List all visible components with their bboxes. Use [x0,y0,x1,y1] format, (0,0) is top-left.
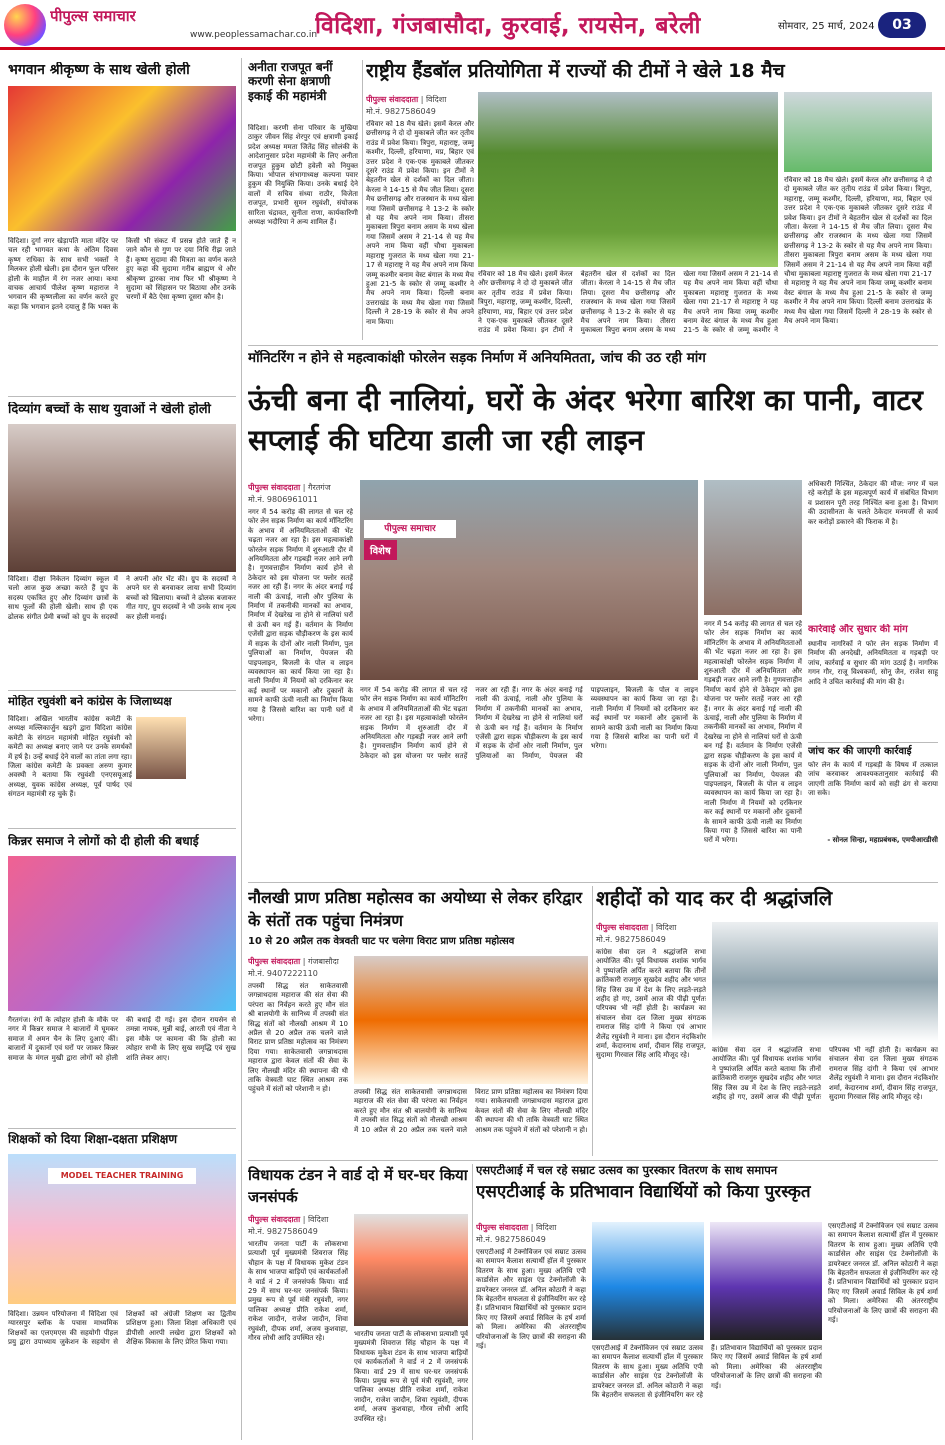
handball-match-photo [784,92,932,172]
inquiry-box [808,742,938,878]
headline: भगवान श्रीकृष्ण के साथ खेली होली [8,62,190,78]
story-body: विदिशा। उन्नयन परियोजना में विदिशा एवं ग्यारसपुर ब्लॉक के पचास माध्यमिक शिक्षकों का एलएमएस की सहयोगी पीहल प्रयु द्वारा उपाध्याय जुकेशन के सहयोग से शिक्षकों को अंग्रेजी शिक्षण का द्वितीय प्रशिक्षण हुआ। जिला शिक्षा अधिकारी एवं डीपीसी आरपी लखेरा द्वारा शिक्षकों को शैक्षिक विकास के लिए प्रेरित किया गया। [8,1310,236,1347]
headline: नौलखी प्राण प्रतिष्ठा महोत्सव का अयोध्या से लेकर हरिद्वार के संतों तक पहुंचा निमंत्रण [248,888,583,930]
story-body-continued: तपस्वी सिद्ध संत साकेतवासी जगन्नाथदास महाराज की संत सेवा की परंपरा का निर्वहन करते हुए मौन संत श्री बालयोगी के सानिध्य में तपस्वी संत सिद्ध संतों को नौलखी आश्रम में 10 अप्रैल से 20 अप्रैल तक चलने वाले विराट प्राण प्रतिष्ठा महोत्सव का निमंत्रण दिया गया। साकेतवासी जगन्नाथदास महाराज द्वारा केवल संतों की सेवा के लिए नौलखी मंदिर की स्थापना की थी ताकि वेत्रवती घाट स्थित आश्रम तक पहुंचने में संतों को परेशानी न हो। [354,1088,588,1134]
headline: मोहित रघुवंशी बने कांग्रेस के जिलाध्यक्ष [8,695,172,708]
divider [8,690,236,691]
kicker: एसएटीआई में चल रहे सम्राट उत्सव का पुरस्कार वितरण के साथ समापन [476,1164,778,1177]
story-holi-krishna [8,62,236,392]
column-divider [592,886,593,1156]
story-shikshak [8,1132,236,1440]
story-body: विदिशा। अखिल भारतीय कांग्रेस कमेटी के अध्यक्ष मल्लिकार्जुन खड़गे द्वारा विदिशा कांग्रेस कमेटी के संगठन महामंत्री मोहित रघुवंशी को कमेटी का अध्यक्ष बनाए जाने पर उनके समर्थकों में हर्ष है। उन्हें बधाई देने वालों का तांता लगा रहा। जिला कांग्रेस कमेटी के प्रवक्ता अरुण कुमार अवस्थी ने बताया कि रघुवंशी एनएसयूआई अध्यक्ष, युवक कांग्रेस अध्यक्ष, पूर्व पार्षद एवं संगठन महामंत्री रह चुके हैं। [8,715,132,799]
story-handball [366,60,938,345]
byline: पीपुल्स संवाददाता | विदिशा [476,1223,557,1232]
nali-kicker: मॉनिटरिंग न होने से महत्वाकांक्षी फोरलेन सड़क निर्माण में अनियमितता, जांच की उठ रही मांग [248,350,706,366]
divider [248,1160,938,1161]
story-body: गैरतगंज। रंगों के त्योहार होली के मौके पर नगर में किन्नर समाज ने बाजारों में घूमकर समाज में अमन चैन के लिए दुआएं कीं। बाजारों में दुकानों एवं घरों पर जाकर किन्नर समाज के मंगल मुखी द्वारा लोगों को होली की बधाई दी गई। इस दौरान रायसेन से तमन्ना नायक, मुन्नी बाई, आरती एवं नीता ने इस मौके पर कामना की कि होली का त्योहार सभी के लिए सुख समृद्धि एवं सुख शांति लेकर आए। [8,1016,236,1062]
holi-logo-icon [4,4,46,46]
byline: पीपुल्स संवाददाता | विदिशा [248,1215,329,1224]
story-body: तपस्वी सिद्ध संत साकेतवासी जगन्नाथदास महाराज की संत सेवा की परंपरा का निर्वहन करते हुए मौन संत श्री बालयोगी के सानिध्य में तपस्वी संत सिद्ध संतों को नौलखी आश्रम में 10 अप्रैल से 20 अप्रैल तक चलने वाले विराट प्राण प्रतिष्ठा महोत्सव का निमंत्रण दिया गया। साकेतवासी जगन्नाथदास महाराज द्वारा केवल संतों की सेवा के लिए नौलखी मंदिर की स्थापना की थी ताकि वेत्रवती घाट स्थित आश्रम तक पहुंचने में संतों को परेशानी न हो। [248,982,348,1094]
story-divyang [8,402,236,587]
byline: पीपुल्स संवाददाता | गंजबासौदा [248,957,339,966]
mobile-number: मो.नं. 9827586049 [596,935,666,944]
issue-date: सोमवार, 25 मार्च, 2024 [778,21,875,32]
headline: ऊंची बना दी नालियां, घरों के अंदर भरेगा बारिश का पानी, वाटर सप्लाई की घटिया डाली जा रही लाइन [248,383,923,457]
column-divider [241,58,242,1440]
story-kinnar [8,834,236,1124]
nali-side-column [704,480,938,880]
divyang-photo [8,424,236,572]
brand-name: पीपुल्स समाचार [50,7,136,25]
story-sati [476,1164,938,1440]
story-body-continued: कांग्रेस सेवा दल ने श्रद्धांजलि सभा आयोजित की। पूर्व विधायक शशांक भार्गव ने पुष्पांजलि अर्पित करते बताया कि तीनों क्रांतिकारी राजगुरु सुखदेव शहीद और भगत सिंह जिस उम्र में देश के लिए लड़ते-लड़ते शहीद हो गए, उसमें आज की पीढ़ी पूर्णतः परिपक्व भी नहीं होती है। कार्यक्रम का संचालन सेवा दल जिला मुख्य संगठक रामराज सिंह दांगी ने किया एवं आभार शैलेंद्र रघुवंशी ने माना। इस दौरान नंदकिशोर शर्मा, केदारनाथ शर्मा, दीवान सिंह राजपूत, सुदामा गिरवाल सिंह आदि मौजूद रहे। [712,1046,938,1102]
headline: अनीता राजपूत बनीं करणी सेना क्षत्राणी इकाई की महामंत्री [248,60,333,103]
side-heading: कार्रवाई और सुधार की मांग [808,624,908,635]
kinnar-photo [8,856,236,1011]
divider [248,345,938,346]
tandon-photo [354,1214,468,1326]
headline: दिव्यांग बच्चों के साथ युवाओं ने खेली होली [8,402,211,417]
story-body-continued: रविवार को 18 मैच खेले। इसमें केरल और छत्तीसगढ़ ने दो दो मुकाबले जीत कर तृतीय राउंड में प्रवेश किया। त्रिपुरा, महाराष्ट्र, जम्मू कश्मीर, दिल्ली, हरियाणा, मप्र, बिहार एवं उत्तर प्रदेश ने एक-एक मुकाबले जीतकर दूसरे राउंड में प्रवेश किया। इन टीमों ने बेहतरीन खेल से दर्शकों का दिल जीता। केरला ने 14-15 से मैच जीत लिया। दूसरा मैच छत्तीसगढ़ और राजस्थान के मध्य खेला गया जिसमें छत्तीसगढ़ ने 13-2 के स्कोर से यह मैच अपने नाम किया। तीसरा मुकाबला त्रिपुरा बनाम असम के मध्य खेला गया जिसमें असम ने 21-14 से यह मैच अपने नाम किया वहीं चौथा मुकाबला महाराष्ट्र गुजरात के मध्य खेला गया 21-17 से महाराष्ट्र ने यह मैच अपने नाम किया जम्मू कश्मीर बनाम वेस्ट बंगाल के मध्य मैच हुआ 21-5 के स्कोर से जम्मू कश्मीर ने [478,270,778,335]
story-tandon [248,1164,468,1440]
story-body: नगर में 54 करोड़ की लागत से चल रहे फोर लेन सड़क निर्माण का कार्य मॉनिटरिंग के अभाव में अनियमितताओं की भेंट चढ़ता नजर आ रहा है। इस महत्वाकांक्षी फोरलेन सड़क निर्माण में शुरुआती दौर में अनियमितता और गड़बड़ी नजर आने लगी है। गुणवत्ताहीन निर्माण कार्य होने से ठेकेदार को इस योजना पर फ्लोर सतहें नजर आ रही हैं। नगर के अंदर बनाई गई नाली की ऊंचाई, नाली और पुलिया के निर्माण में तकनीकी मानकों का अभाव, निर्माण में देखरेख ना होने से नालियां घरों से ऊंची बन गई हैं। वर्तमान के निर्माण एजेंसी द्वारा सड़क चौड़ीकरण के इस कार्य में सड़क के दोनों ओर नाली निर्माण, पुल पुलियाओं का निर्माण, पेयजल की पाइपलाइन, बिजली के पोल व लाइन व्यवस्थापन का कार्य किया जा रहा है। नाली निर्माण में नियमों को दरकिनार कर कई स्थानों पर मकानों और दुकानों के सामने काफी ऊंची नाली का निर्माण किया गया है जिससे बारिश का पानी घरों में भरेगा। [248,508,353,723]
training-banner: MODEL TEACHER TRAINING [48,1168,196,1184]
nali-headline-box [248,380,938,476]
mobile-number: मो.नं. 9407222110 [248,969,318,978]
brand-tag: पीपुल्स समाचार [364,520,456,538]
story-nali [248,480,698,880]
inquiry-heading: जांच कर की जाएगी कार्रवाई [808,746,912,757]
divider [8,828,236,829]
page-number: 03 [878,12,926,38]
headline: राष्ट्रीय हैंडबॉल प्रतियोगिता में राज्यों की टीमों ने खेले 18 मैच [366,60,785,82]
headline: विधायक टंडन ने वार्ड दो में घर-घर किया जनसंपर्क [248,1166,468,1206]
story-body: विदिशा। दुर्गा नगर खेड़ापति माता मंदिर पर चल रही भागवत कथा के अंतिम दिवस कृष्ण राधिका के साथ सभी भक्तों ने मिलकर होली खेली। इस दौरान फूल परिसर होली के माहौल में रंग नजर आया। कथा वाचक आचार्य पीलेश कृष्ण महाराज ने भगवान की कृष्णलीला का वर्णन करते हुए कहा कि भगवान इतने दयालु हैं कि भक्त के किसी भी संकट में प्रसन्न होते जाते हैं न जाने कौन से गुण पर दया निधि रीझ जाते हैं। कृष्ण सुदामा की मित्रता का वर्णन करते हुए कहा की सुदामा गरीब ब्राह्मण थे और श्रीकृष्ण द्वारका नाथ फिर भी श्रीकृष्ण ने सुदामा को सिंहासन पर बिठाया और उनके चरणों में बैठे ऐसा कृष्णा दूसरा कौन है। [8,237,236,311]
headline: शहीदों को याद कर दी श्रद्धांजलि [596,886,833,910]
divider [8,1128,236,1129]
masthead [0,0,945,50]
inquiry-credit: - सोनल सिन्हा, महाप्रबंधक, एमपीआरडीसी [827,836,938,844]
byline: पीपुल्स संवाददाता | गैरतगंज [248,483,331,492]
story-mohit [8,695,236,823]
mobile-number: मो.नं. 9827586049 [366,107,436,116]
story-body: विदिशा। करणी सेना परिवार के मुखिया ठाकुर जीवन सिंह शेरपुर एवं क्षत्राणी इकाई प्रदेश अध्यक्ष ममता जितेंद्र सिंह सोलंकी के आदेशानुसार प्रदेश महामंत्री के लिए अनीता राजपूत हुकुम छोटी हवेली को नियुक्त किया। भोपाल संभागाध्यक्ष कल्पना पवार हुकुम की नियुक्ति किया। उनके बधाई देने वालों में सचिव संध्या राठौर, विजेता राजपूत, प्रभारी सुमन रघुवंशी, संयोजक सारिता चंद्रावत, सुनीता राणा, कार्यकारिणी अध्यक्ष भदौरिया ने अन्य शामिल हैं। [248,124,358,227]
region-title: विदिशा, गंजबासौदा, कुरवाई, रायसेन, बरेली [315,13,701,39]
sati-award-photo-2 [710,1222,822,1340]
headline: किन्नर समाज ने लोगों को दी होली की बधाई [8,834,199,848]
naulakhi-saints-photo [354,956,588,1084]
column-divider [472,1164,473,1440]
story-body-side: एसएटीआई में टेक्नोविजन एवं सम्राट उत्सव का समापन कैलाश सत्यार्थी हॉल में पुरस्कार वितरण के साथ हुआ। मुख्य अतिथि एपी कार्डासेल और साइंस एंड टेक्नोलॉजी के डायरेक्टर जनरल डॉ. अनिल कोठारी ने कहा कि बेहतरीन सफलता से इंजीनियरिंग कर रहे हैं। प्रतिभावान विद्यार्थियों को पुरस्कार प्रदान किए गए जिसमें अवार्ड सिविल के हर्ष शर्मा को मिला। अमेरिका की अंतरराष्ट्रीय परियोजनाओं के लिए छात्रों की सराहना की गई। [828,1222,938,1325]
byline: पीपुल्स संवाददाता | विदिशा [596,923,677,932]
divyang-body: विदिशा। दीक्षा निकेतन दिव्यांग स्कूल में चलो आज कुछ अच्छा करते हैं ग्रुप के सदस्य एकत्रित हुए और दिव्यांग छात्रों के साथ फूलों की होली खेली। साथ ही एक ढोलक संगीत प्रेमी बच्चों को ग्रुप के सदस्यों ने अपनी ओर भेंट की। ग्रुप के सदस्यों ने अपने घर से बनवाकर लाया सभी दिव्यांग बच्चों को खिलाया। बच्चों ने ढोलक बजाकर गीत गाए, ग्रुप सदस्यों ने भी उनके साथ नृत्य कर होली मनाई। [8,575,236,621]
headline: शिक्षकों को दिया शिक्षा-दक्षता प्रशिक्षण [8,1132,178,1146]
story-body-continued: एसएटीआई में टेक्नोविजन एवं सम्राट उत्सव का समापन कैलाश सत्यार्थी हॉल में पुरस्कार वितरण के साथ हुआ। मुख्य अतिथि एपी कार्डासेल और साइंस एंड टेक्नोलॉजी के डायरेक्टर जनरल डॉ. अनिल कोठारी ने कहा कि बेहतरीन सफलता से इंजीनियरिंग कर रहे हैं। प्रतिभावान विद्यार्थियों को पुरस्कार प्रदान किए गए जिसमें अवार्ड सिविल के हर्ष शर्मा को मिला। अमेरिका की अंतरराष्ट्रीय परियोजनाओं के लिए छात्रों की सराहना की गई। [592,1344,822,1400]
side-body-officials: अधिकारी निश्चिंत, ठेकेदार की मौज: नगर में चल रहे करोड़ों के इस महत्वपूर्ण कार्य में संबंधित विभाग व प्रशासन पूरी तरह निश्चिंत बना हुआ है। विभाग की उदासीनता के चलते ठेकेदार मनमर्जी से कार्य कर करोड़ों डकारने की फिराक में है। [808,480,938,526]
site-url[interactable]: www.peoplessamachar.co.in [190,30,318,40]
mohit-portrait [136,717,186,779]
side-body-demand: स्थानीय नागरिकों ने फोर लेन सड़क निर्माण में निर्माण की अनदेखी, अनियमितता व गड़बड़ी पर जांच, कार्रवाई व सुधार की मांग उठाई है। नागरिक गगन गौर, राजू विश्वकर्मा, सोनू जैन, राजेश साहू आदि ने उचित कार्रवाई की मांग की है। [808,640,938,686]
divider [248,882,938,883]
divider [8,396,236,397]
mobile-number: मो.नं. 9827586049 [476,1235,546,1244]
story-body: कांग्रेस सेवा दल ने श्रद्धांजलि सभा आयोजित की। पूर्व विधायक शशांक भार्गव ने पुष्पांजलि अर्पित करते बताया कि तीनों क्रांतिकारी राजगुरु सुखदेव शहीद और भगत सिंह जिस उम्र में देश के लिए लड़ते-लड़ते शहीद हो गए, उसमें आज की पीढ़ी पूर्णतः परिपक्व भी नहीं होती है। कार्यक्रम का संचालन सेवा दल जिला मुख्य संगठक रामराज सिंह दांगी ने किया एवं आभार शैलेंद्र रघुवंशी ने माना। इस दौरान नंदकिशोर शर्मा, केदारनाथ शर्मा, दीवान सिंह राजपूत, सुदामा गिरवाल सिंह आदि मौजूद रहे। [596,948,706,1060]
story-body-side: रविवार को 18 मैच खेले। इसमें केरल और छत्तीसगढ़ ने दो दो मुकाबले जीत कर तृतीय राउंड में प्रवेश किया। त्रिपुरा, महाराष्ट्र, जम्मू कश्मीर, दिल्ली, हरियाणा, मप्र, बिहार एवं उत्तर प्रदेश ने एक-एक मुकाबले जीतकर दूसरे राउंड में प्रवेश किया। इन टीमों ने बेहतरीन खेल से दर्शकों का दिल जीता। केरला ने 14-15 से मैच जीत लिया। दूसरा मैच छत्तीसगढ़ और राजस्थान के मध्य खेला गया जिसमें छत्तीसगढ़ ने 13-2 के स्कोर से यह मैच अपने नाम किया। तीसरा मुकाबला त्रिपुरा बनाम असम के मध्य खेला गया जिसमें असम ने 21-14 से यह मैच अपने नाम किया वहीं चौथा मुकाबला महाराष्ट्र गुजरात के मध्य खेला गया 21-17 से महाराष्ट्र ने यह मैच अपने नाम किया जम्मू कश्मीर बनाम वेस्ट बंगाल के मध्य मैच हुआ 21-5 के स्कोर से जम्मू कश्मीर ने मैच अपने नाम किया। दिल्ली बनाम उत्तराखंड के मध्य मैच खेला गया जिसमें दिल्ली ने 28-19 के स्कोर से मैच अपने नाम किया। [784,176,932,326]
story-body: भारतीय जनता पार्टी के लोकसभा प्रत्याशी पूर्व मुख्यमंत्री शिवराज सिंह चौहान के पक्ष में विधायक मुकेश टंडन के साथ भाजपा बाड़ियों एवं कार्यकर्ताओं ने वार्ड नं 2 में जनसंपर्क किया। वार्ड 29 में साथ घर-घर जनसंपर्क किया। प्रमुख रूप से पूर्व मंत्री रघुवंशी, नगर पालिका अध्यक्ष प्रीति राकेश शर्मा, राकेश जादौन, राजेश जादौन, शिवा रघुवंशी, दीपक शर्मा, अजय कुशवाहा, गौरव लोधी आदि उपस्थित रहे। [248,1240,348,1343]
mobile-number: मो.नं. 9806961011 [248,495,318,504]
story-shaheed [596,886,938,1156]
byline: पीपुल्स संवाददाता | विदिशा [366,95,447,104]
story-body-continued: नगर में 54 करोड़ की लागत से चल रहे फोर लेन सड़क निर्माण का कार्य मॉनिटरिंग के अभाव में अनियमितताओं की भेंट चढ़ता नजर आ रहा है। इस महत्वाकांक्षी फोरलेन सड़क निर्माण में शुरुआती दौर में अनियमितता और गड़बड़ी नजर आने लगी है। गुणवत्ताहीन निर्माण कार्य होने से ठेकेदार को इस योजना पर फ्लोर सतहें नजर आ रही हैं। नगर के अंदर बनाई गई नाली की ऊंचाई, नाली और पुलिया के निर्माण में तकनीकी मानकों का अभाव, निर्माण में देखरेख ना होने से नालियां घरों से ऊंची बन गई हैं। वर्तमान के निर्माण एजेंसी द्वारा सड़क चौड़ीकरण के इस कार्य में सड़क के दोनों ओर नाली निर्माण, पुल पुलियाओं का निर्माण, पेयजल की पाइपलाइन, बिजली के पोल व लाइन व्यवस्थापन का कार्य किया जा रहा है। नाली निर्माण में नियमों को दरकिनार कर कई स्थानों पर मकानों और दुकानों के सामने काफी ऊंची नाली का निर्माण किया गया है जिससे बारिश का पानी घरों में भरेगा। [360,686,698,760]
story-body-continued: भारतीय जनता पार्टी के लोकसभा प्रत्याशी पूर्व मुख्यमंत्री शिवराज सिंह चौहान के पक्ष में विधायक मुकेश टंडन के साथ भाजपा बाड़ियों एवं कार्यकर्ताओं ने वार्ड नं 2 में जनसंपर्क किया। वार्ड 29 में साथ घर-घर जनसंपर्क किया। प्रमुख रूप से पूर्व मंत्री रघुवंशी, नगर पालिका अध्यक्ष प्रीति राकेश शर्मा, राकेश जादौन, राजेश जादौन, शिवा रघुवंशी, दीपक शर्मा, अजय कुशवाहा, गौरव लोधी आदि उपस्थित रहे। [354,1330,468,1423]
nali-drain-photo [704,480,802,615]
side-body: नगर में 54 करोड़ की लागत से चल रहे फोर लेन सड़क निर्माण का कार्य मॉनिटरिंग के अभाव में अनियमितताओं की भेंट चढ़ता नजर आ रहा है। इस महत्वाकांक्षी फोरलेन सड़क निर्माण में शुरुआती दौर में अनियमितता और गड़बड़ी नजर आने लगी है। गुणवत्ताहीन निर्माण कार्य होने से ठेकेदार को इस योजना पर फ्लोर सतहें नजर आ रही हैं। नगर के अंदर बनाई गई नाली की ऊंचाई, नाली और पुलिया के निर्माण में तकनीकी मानकों का अभाव, निर्माण में देखरेख ना होने से नालियां घरों से ऊंची बन गई हैं। वर्तमान के निर्माण एजेंसी द्वारा सड़क चौड़ीकरण के इस कार्य में सड़क के दोनों ओर नाली निर्माण, पुल पुलियाओं का निर्माण, पेयजल की पाइपलाइन, बिजली के पोल व लाइन व्यवस्थापन का कार्य किया जा रहा है। नाली निर्माण में नियमों को दरकिनार कर कई स्थानों पर मकानों और दुकानों के सामने काफी ऊंची नाली का निर्माण किया गया है जिससे बारिश का पानी घरों में भरेगा। [704,620,802,845]
sati-award-photo-1 [592,1222,704,1340]
headline: एसएटीआई के प्रतिभावान विद्यार्थियों को किया पुरस्कृत [476,1181,811,1202]
mobile-number: मो.नं. 9827586049 [248,1227,318,1236]
story-body: एसएटीआई में टेक्नोविजन एवं सम्राट उत्सव का समापन कैलाश सत्यार्थी हॉल में पुरस्कार वितरण के साथ हुआ। मुख्य अतिथि एपी कार्डासेल और साइंस एंड टेक्नोलॉजी के डायरेक्टर जनरल डॉ. अनिल कोठारी ने कहा कि बेहतरीन सफलता से इंजीनियरिंग कर रहे हैं। प्रतिभावान विद्यार्थियों को पुरस्कार प्रदान किए गए जिसमें अवार्ड सिविल के हर्ष शर्मा को मिला। अमेरिका की अंतरराष्ट्रीय परियोजनाओं के लिए छात्रों की सराहना की गई। [476,1248,586,1351]
nali-construction-photo [360,480,698,680]
special-tag: विशेष [364,540,397,560]
handball-field-photo [478,92,778,267]
holi-photo [8,86,236,231]
story-naulakhi [248,886,588,1156]
shikshak-photo [8,1154,236,1304]
story-body: रविवार को 18 मैच खेले। इसमें केरल और छत्तीसगढ़ ने दो दो मुकाबले जीत कर तृतीय राउंड में प्रवेश किया। त्रिपुरा, महाराष्ट्र, जम्मू कश्मीर, दिल्ली, हरियाणा, मप्र, बिहार एवं उत्तर प्रदेश ने एक-एक मुकाबले जीतकर दूसरे राउंड में प्रवेश किया। इन टीमों ने बेहतरीन खेल से दर्शकों का दिल जीता। केरला ने 14-15 से मैच जीत लिया। दूसरा मैच छत्तीसगढ़ और राजस्थान के मध्य खेला गया जिसमें छत्तीसगढ़ ने 13-2 के स्कोर से यह मैच अपने नाम किया। तीसरा मुकाबला त्रिपुरा बनाम असम के मध्य खेला गया जिसमें असम ने 21-14 से यह मैच अपने नाम किया वहीं चौथा मुकाबला महाराष्ट्र गुजरात के मध्य खेला गया 21-17 से महाराष्ट्र ने यह मैच अपने नाम किया जम्मू कश्मीर बनाम वेस्ट बंगाल के मध्य मैच हुआ 21-5 के स्कोर से जम्मू कश्मीर ने मैच अपने नाम किया। दिल्ली बनाम उत्तराखंड के मध्य मैच खेला गया जिसमें दिल्ली ने 28-19 के स्कोर से मैच अपने नाम किया। [366,120,474,326]
shaheed-tribute-photo [712,922,938,1042]
story-karni-sena [248,60,358,340]
subheadline: 10 से 20 अप्रैल तक वेत्रवती घाट पर चलेगा विराट प्राण प्रतिष्ठा महोत्सव [248,936,515,947]
inquiry-body: फोर लेन के कार्य में गड़बड़ी के विषय में तत्काल जांच करवाकर आवश्यकतानुसार कार्रवाई की जाएगी ताकि निर्माण कार्य को सही ढंग से कराया जा सके। [808,761,938,798]
column-divider [362,60,363,340]
